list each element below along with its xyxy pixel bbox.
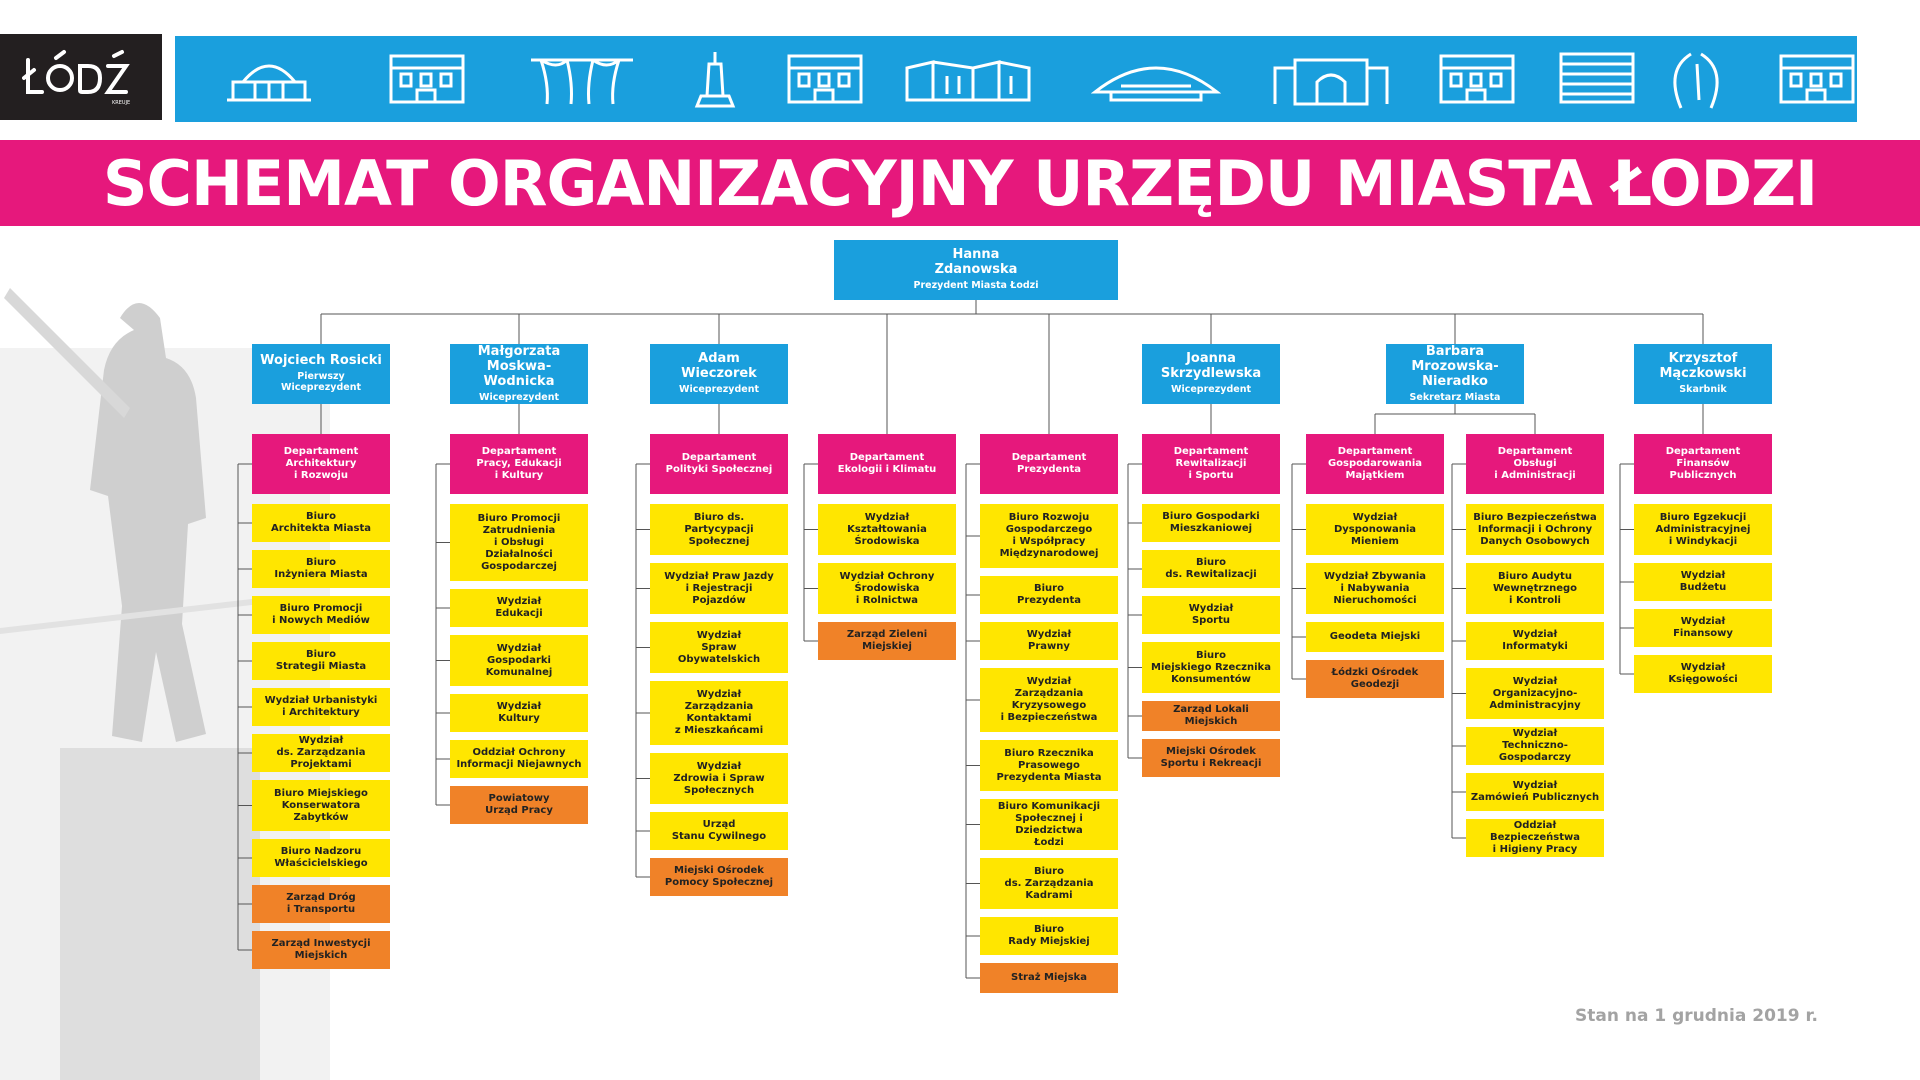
person-title: Wiceprezydent — [678, 384, 759, 396]
page-title: SCHEMAT ORGANIZACYJNY URZĘDU MIASTA ŁODZI — [102, 146, 1818, 220]
unit-box: Biuro Miejskiego Rzecznika Konsumentów — [1142, 642, 1280, 693]
unit-box: Urząd Stanu Cywilnego — [650, 812, 788, 850]
person-title: Pierwszy Wiceprezydent — [280, 371, 361, 394]
unit-box: Wydział Zbywania i Nabywania Nieruchomości — [1306, 563, 1444, 614]
unit-box: Biuro Prezydenta — [980, 576, 1118, 614]
president-box — [834, 240, 1118, 300]
department-box: Departament Obsługi i Administracji — [1466, 434, 1604, 494]
unit-box: Wydział Sportu — [1142, 596, 1280, 634]
department-box: Departament Gospodarowania Majątkiem — [1306, 434, 1444, 494]
unit-box: Biuro Egzekucji Administracyjnej i Windykacji — [1634, 504, 1772, 555]
unit-box: Miejski Ośrodek Pomocy Społecznej — [650, 858, 788, 896]
unit-box: Biuro Architekta Miasta — [252, 504, 390, 542]
unit-box: Wydział Zamówień Publicznych — [1466, 773, 1604, 811]
person-title: Sekretarz Miasta — [1409, 391, 1501, 403]
person-name: Adam Wieczorek — [681, 351, 757, 382]
unit-box: Wydział Spraw Obywatelskich — [650, 622, 788, 673]
footer-note: Stan na 1 grudnia 2019 r. — [1575, 1006, 1818, 1026]
unit-box: Wydział Zarządzania Kontaktami z Mieszkańcami — [650, 681, 788, 745]
unit-box: Biuro ds. Rewitalizacji — [1142, 550, 1280, 588]
leader-box — [1386, 344, 1524, 404]
unit-box: Wydział Księgowości — [1634, 655, 1772, 693]
person-name: Barbara Mrozowska-Nieradko — [1411, 344, 1499, 389]
person-title: Skarbnik — [1679, 384, 1727, 396]
unit-box: Wydział Praw Jazdy i Rejestracji Pojazdów — [650, 563, 788, 614]
unit-box: Wydział Dysponowania Mieniem — [1306, 504, 1444, 555]
unit-box: Biuro Nadzoru Właścicielskiego — [252, 839, 390, 877]
leader-box — [450, 344, 588, 404]
unit-box: Biuro Audytu Wewnętrznego i Kontroli — [1466, 563, 1604, 614]
unit-box: Geodeta Miejski — [1306, 622, 1444, 652]
person-name: Wojciech Rosicki — [260, 353, 382, 369]
unit-box: Biuro Promocji i Nowych Mediów — [252, 596, 390, 634]
unit-box: Biuro Promocji Zatrudnienia i Obsługi Działalności Gospodarczej — [450, 504, 588, 581]
unit-box: Wydział Techniczno-Gospodarczy — [1466, 727, 1604, 765]
unit-box: Wydział Organizacyjno- Administracyjny — [1466, 668, 1604, 719]
person-title: Wiceprezydent — [1170, 384, 1251, 396]
leader-box — [252, 344, 390, 404]
leader-box — [1634, 344, 1772, 404]
unit-box: Wydział Kształtowania Środowiska — [818, 504, 956, 555]
unit-box: Biuro Rzecznika Prasowego Prezydenta Miasta — [980, 740, 1118, 791]
unit-box: Wydział Budżetu — [1634, 563, 1772, 601]
unit-box: Wydział Finansowy — [1634, 609, 1772, 647]
person-title: Wiceprezydent — [478, 391, 559, 403]
department-box: Departament Polityki Społecznej — [650, 434, 788, 494]
unit-box: Wydział Zdrowia i Spraw Społecznych — [650, 753, 788, 804]
department-box: Departament Rewitalizacji i Sportu — [1142, 434, 1280, 494]
unit-box: Miejski Ośrodek Sportu i Rekreacji — [1142, 739, 1280, 777]
person-name: Joanna Skrzydlewska — [1160, 351, 1262, 382]
unit-box: Wydział Prawny — [980, 622, 1118, 660]
unit-box: Biuro Rozwoju Gospodarczego i Współpracy Międzynarodowej — [980, 504, 1118, 568]
unit-box: Wydział Edukacji — [450, 589, 588, 627]
unit-box: Biuro ds. Partycypacji Społecznej — [650, 504, 788, 555]
unit-box: Biuro Komunikacji Społecznej i Dziedzictwa Łodzi — [980, 799, 1118, 850]
person-title: Prezydent Miasta Łodzi — [913, 280, 1039, 292]
person-name: Małgorzata Moskwa-Wodnicka — [477, 344, 561, 389]
leader-box — [650, 344, 788, 404]
unit-box: Oddział Bezpieczeństwa i Higieny Pracy — [1466, 819, 1604, 857]
unit-box: Wydział Informatyki — [1466, 622, 1604, 660]
unit-box: Wydział Ochrony Środowiska i Rolnictwa — [818, 563, 956, 614]
svg-text:KREUJE: KREUJE — [112, 100, 131, 106]
unit-box: Straż Miejska — [980, 963, 1118, 993]
department-box: Departament Finansów Publicznych — [1634, 434, 1772, 494]
unit-box: Wydział Kultury — [450, 694, 588, 732]
department-box: Departament Pracy, Edukacji i Kultury — [450, 434, 588, 494]
unit-box: Łódzki Ośrodek Geodezji — [1306, 660, 1444, 698]
unit-box: Wydział Zarządzania Kryzysowego i Bezpieczeństwa — [980, 668, 1118, 732]
department-box: Departament Architektury i Rozwoju — [252, 434, 390, 494]
unit-box: Zarząd Dróg i Transportu — [252, 885, 390, 923]
unit-box: Zarząd Inwestycji Miejskich — [252, 931, 390, 969]
unit-box: Zarząd Zieleni Miejskiej — [818, 622, 956, 660]
unit-box: Wydział ds. Zarządzania Projektami — [252, 734, 390, 772]
unit-box: Biuro ds. Zarządzania Kadrami — [980, 858, 1118, 909]
person-name: Krzysztof Mączkowski — [1659, 351, 1747, 382]
unit-box: Zarząd Lokali Miejskich — [1142, 701, 1280, 731]
unit-box: Wydział Gospodarki Komunalnej — [450, 635, 588, 686]
leader-box — [1142, 344, 1280, 404]
unit-box: Biuro Miejskiego Konserwatora Zabytków — [252, 780, 390, 831]
unit-box: Biuro Strategii Miasta — [252, 642, 390, 680]
department-box: Departament Ekologii i Klimatu — [818, 434, 956, 494]
unit-box: Biuro Bezpieczeństwa Informacji i Ochrony Danych Osobowych — [1466, 504, 1604, 555]
unit-box: Oddział Ochrony Informacji Niejawnych — [450, 740, 588, 778]
unit-box: Wydział Urbanistyki i Architektury — [252, 688, 390, 726]
unit-box: Powiatowy Urząd Pracy — [450, 786, 588, 824]
department-box: Departament Prezydenta — [980, 434, 1118, 494]
unit-box: Biuro Rady Miejskiej — [980, 917, 1118, 955]
unit-box: Biuro Gospodarki Mieszkaniowej — [1142, 504, 1280, 542]
person-name: Hanna Zdanowska — [934, 247, 1018, 278]
unit-box: Biuro Inżyniera Miasta — [252, 550, 390, 588]
